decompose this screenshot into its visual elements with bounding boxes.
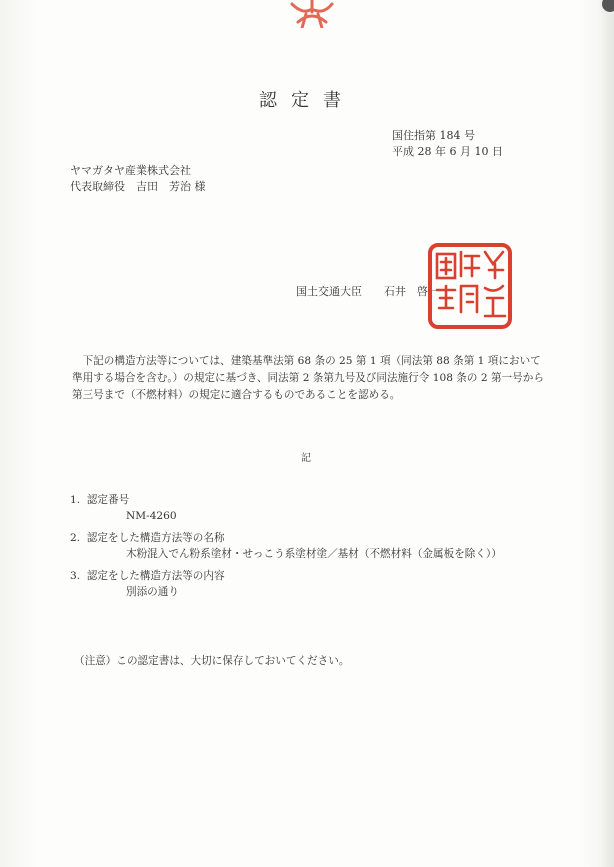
certification-items-list bbox=[70, 492, 550, 606]
list-item bbox=[70, 492, 550, 524]
item-value: 別添の通り bbox=[126, 586, 179, 598]
addressee-person: 代表取締役 吉田 芳治 様 bbox=[70, 180, 206, 193]
list-item bbox=[70, 568, 550, 600]
item-heading: 3. 認定をした構造方法等の内容 bbox=[70, 570, 225, 582]
document-number: 国住指第 184 号 bbox=[392, 129, 475, 142]
item-heading: 1. 認定番号 bbox=[70, 494, 130, 506]
ki-label: 記 bbox=[301, 453, 311, 464]
item-value: NM-4260 bbox=[126, 510, 177, 522]
document-date: 平成 28 年 6 月 10 日 bbox=[392, 145, 503, 158]
item-value: 木粉混入でん粉系塗材・せっこう系塗材塗／基材（不燃材料（金属板を除く）） bbox=[126, 548, 502, 560]
list-item bbox=[70, 530, 550, 562]
page-edge-shadow bbox=[600, 0, 614, 867]
addressee-company: ヤマガタヤ産業株式会社 bbox=[70, 164, 191, 177]
issuer-name: 国土交通大臣 石井 啓一 bbox=[296, 285, 439, 298]
document-number-block bbox=[392, 128, 503, 160]
storage-note: （注意）この認定書は、大切に保存しておいてください。 bbox=[74, 655, 350, 667]
item-heading: 2. 認定をした構造方法等の名称 bbox=[70, 532, 225, 544]
official-seal-stamp bbox=[427, 242, 513, 330]
certification-body-text: 下記の構造方法等については、建築基準法第 68 条の 25 第 1 項（同法第 88 条第 1 項において準用する場合を含む。）の規定に基づき、同法第 2 条第九号及び同法施行令 108 条の 2 第一号から第三号まで（不燃材料）の規定に適合するものであることを認める。 bbox=[72, 355, 544, 401]
addressee-block bbox=[70, 163, 206, 195]
top-seal-fragment-icon bbox=[284, 0, 340, 28]
document-title: 認定書 bbox=[259, 90, 355, 111]
